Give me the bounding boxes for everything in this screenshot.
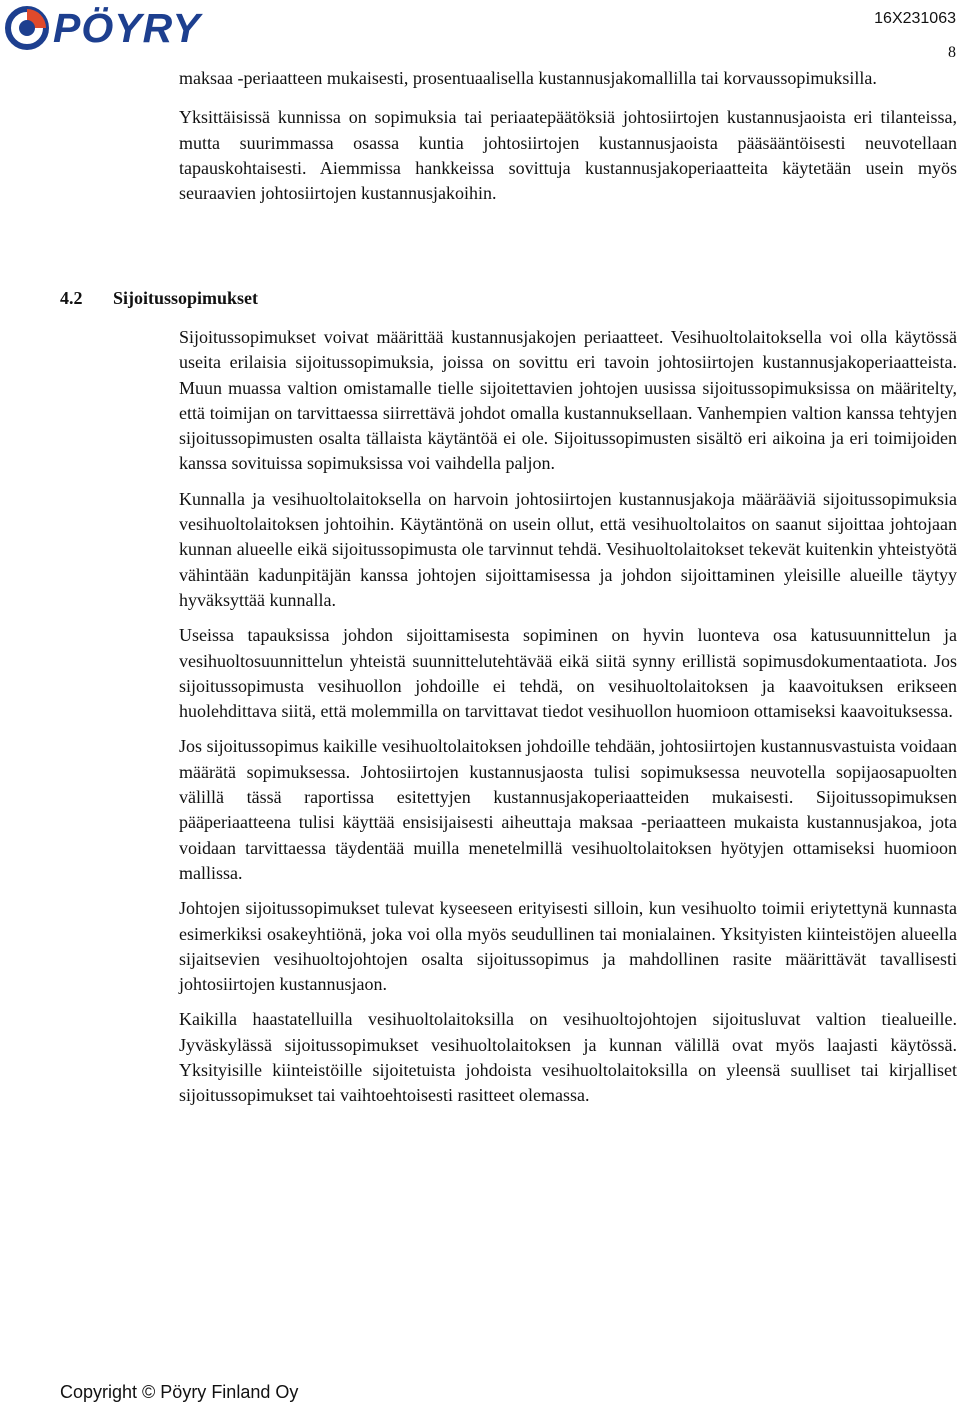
paragraph: Kunnalla ja vesihuoltolaitoksella on harvoin johtosiirtojen kustannusjakoja määrääviä sijoitussopimuksia vesihuoltolaitoksen johtoihin. Käytäntönä on usein ollut, että vesihuoltolaitos on saanut sijoittaa johtojaan kunnan alueelle eikä sijoitussopimusta ole tarvinnut tehdä. Vesihuoltolaitokset tekevät kuitenkin yhteistyötä vähintään kadunpitäjän kanssa johtojen sijoittamisessa ja johdon sijoittaminen yleisille alueille täytyy hyväksyttää kunnalla.: [179, 488, 957, 610]
section-text-block: [179, 325, 957, 1109]
top-text-block: [179, 66, 957, 206]
section-heading: [60, 288, 258, 309]
section-number: 4.2: [60, 288, 83, 308]
page-number: 8: [948, 44, 956, 61]
paragraph: Jos sijoitussopimus kaikille vesihuoltolaitoksen johdoille tehdään, johtosiirtojen kustannusvastuista voidaan määrätä sopimuksessa. Johtosiirtojen kustannusjaosta tulisi sopimuksessa neuvotella sopijaosapuolten välillä tässä raportissa esitettyjen kustannusjakoperiaatteiden mukaisesti. Sijoitussopimuksen pääperiaatteena tulisi käyttää ensisijaisesti aiheuttaja maksaa -periaatteen mukaista kustannusjakoa, jota voidaan tarvittaessa täydentää muilla menetelmillä vesihuoltolaitoksen hyötyjen ottamiseksi huomioon mallissa.: [179, 736, 957, 883]
section-title: Sijoitussopimukset: [113, 288, 259, 308]
paragraph: Johtojen sijoitussopimukset tulevat kyseeseen erityisesti silloin, kun vesihuolto toimii eriytettynä kunnasta esimerkiksi osakeyhtiönä, joka voi olla myös seudullinen tai monialainen. Yksityisten kiinteistöjen alueella sijaitsevien vesihuoltojohtojen osalta sijoitussopimus ja mahdollinen rasite määrittävät tavallisesti johtosiirtojen kustannusjaon.: [179, 898, 957, 995]
paragraph: maksaa -periaatteen mukaisesti, prosentuaalisella kustannusjakomallilla tai korvaussopimuksilla.: [179, 68, 877, 88]
paragraph: Useissa tapauksissa johdon sijoittamisesta sopiminen on hyvin luonteva osa katusuunnittelun ja vesihuoltosuunnittelun yhteistä suunnittelutehtävää eikä siitä synny erillistä sopimusdokumentaatiota. Jos sijoitussopimusta vesihuollon johdoille ei tehdä, on vesihuoltolaitoksen ja kaavoituksen erikseen huolehdittava siitä, että molemmilla on tarvittavat tiedot vesihuollon huomioon ottamiseksi kaavoituksessa.: [179, 625, 957, 722]
poyry-logo-icon: [5, 6, 49, 50]
footer-copyright: Copyright © Pöyry Finland Oy: [60, 1382, 299, 1402]
poyry-logo: [5, 6, 201, 50]
paragraph: Kaikilla haastatelluilla vesihuoltolaitoksilla on vesihuoltojohtojen sijoitusluvat valtion tiealueille. Jyväskylässä sijoitussopimukset vesihuoltolaitoksen ja kunnan välillä ovat myös laajasti käytössä. Yksityisille kiinteistöille sijoitetuista johdoista vesihuoltolaitoksilla on yleensä suulliset tai kirjalliset sijoitussopimukset tai vaihtoehtoisesti rasitteet olemassa.: [179, 1009, 957, 1106]
document-number: 16X231063: [874, 10, 956, 27]
paragraph: Sijoitussopimukset voivat määrittää kustannusjakojen periaatteet. Vesihuoltolaitoksella voi olla käytössä useita erilaisia sijoitussopimuksia, joissa on sovittu eri tavoin johtosiirtojen kustannusjakoperiaatteista. Muun muassa valtion omistamalle tielle sijoitettavien johtojen uusissa sijoitussopimuksissa on määritelty, että toimijan on tarvittaessa siirrettävä johdot omalla kustannuksellaan. Vanhempien valtion kanssa tehtyjen sijoitussopimusten osalta tällaista käytäntöä ei ole. Sijoitussopimusten sisältö eri aikoina ja eri toimijoiden kanssa sovituissa sopimuksissa voi vaihdella paljon.: [179, 327, 957, 474]
paragraph: Yksittäisissä kunnissa on sopimuksia tai periaatepäätöksiä johtosiirtojen kustannusjaoista eri tilanteissa, mutta suurimmassa osassa kuntia johtosiirtojen kustannusjaoista pääsääntöisesti neuvotellaan tapauskohtaisesti. Aiemmissa hankkeissa sovittuja kustannusjakoperiaatteita käytetään usein myös seuraavien johtosiirtojen kustannusjakoihin.: [179, 107, 957, 204]
logo-wordmark: PÖYRY: [53, 5, 201, 51]
